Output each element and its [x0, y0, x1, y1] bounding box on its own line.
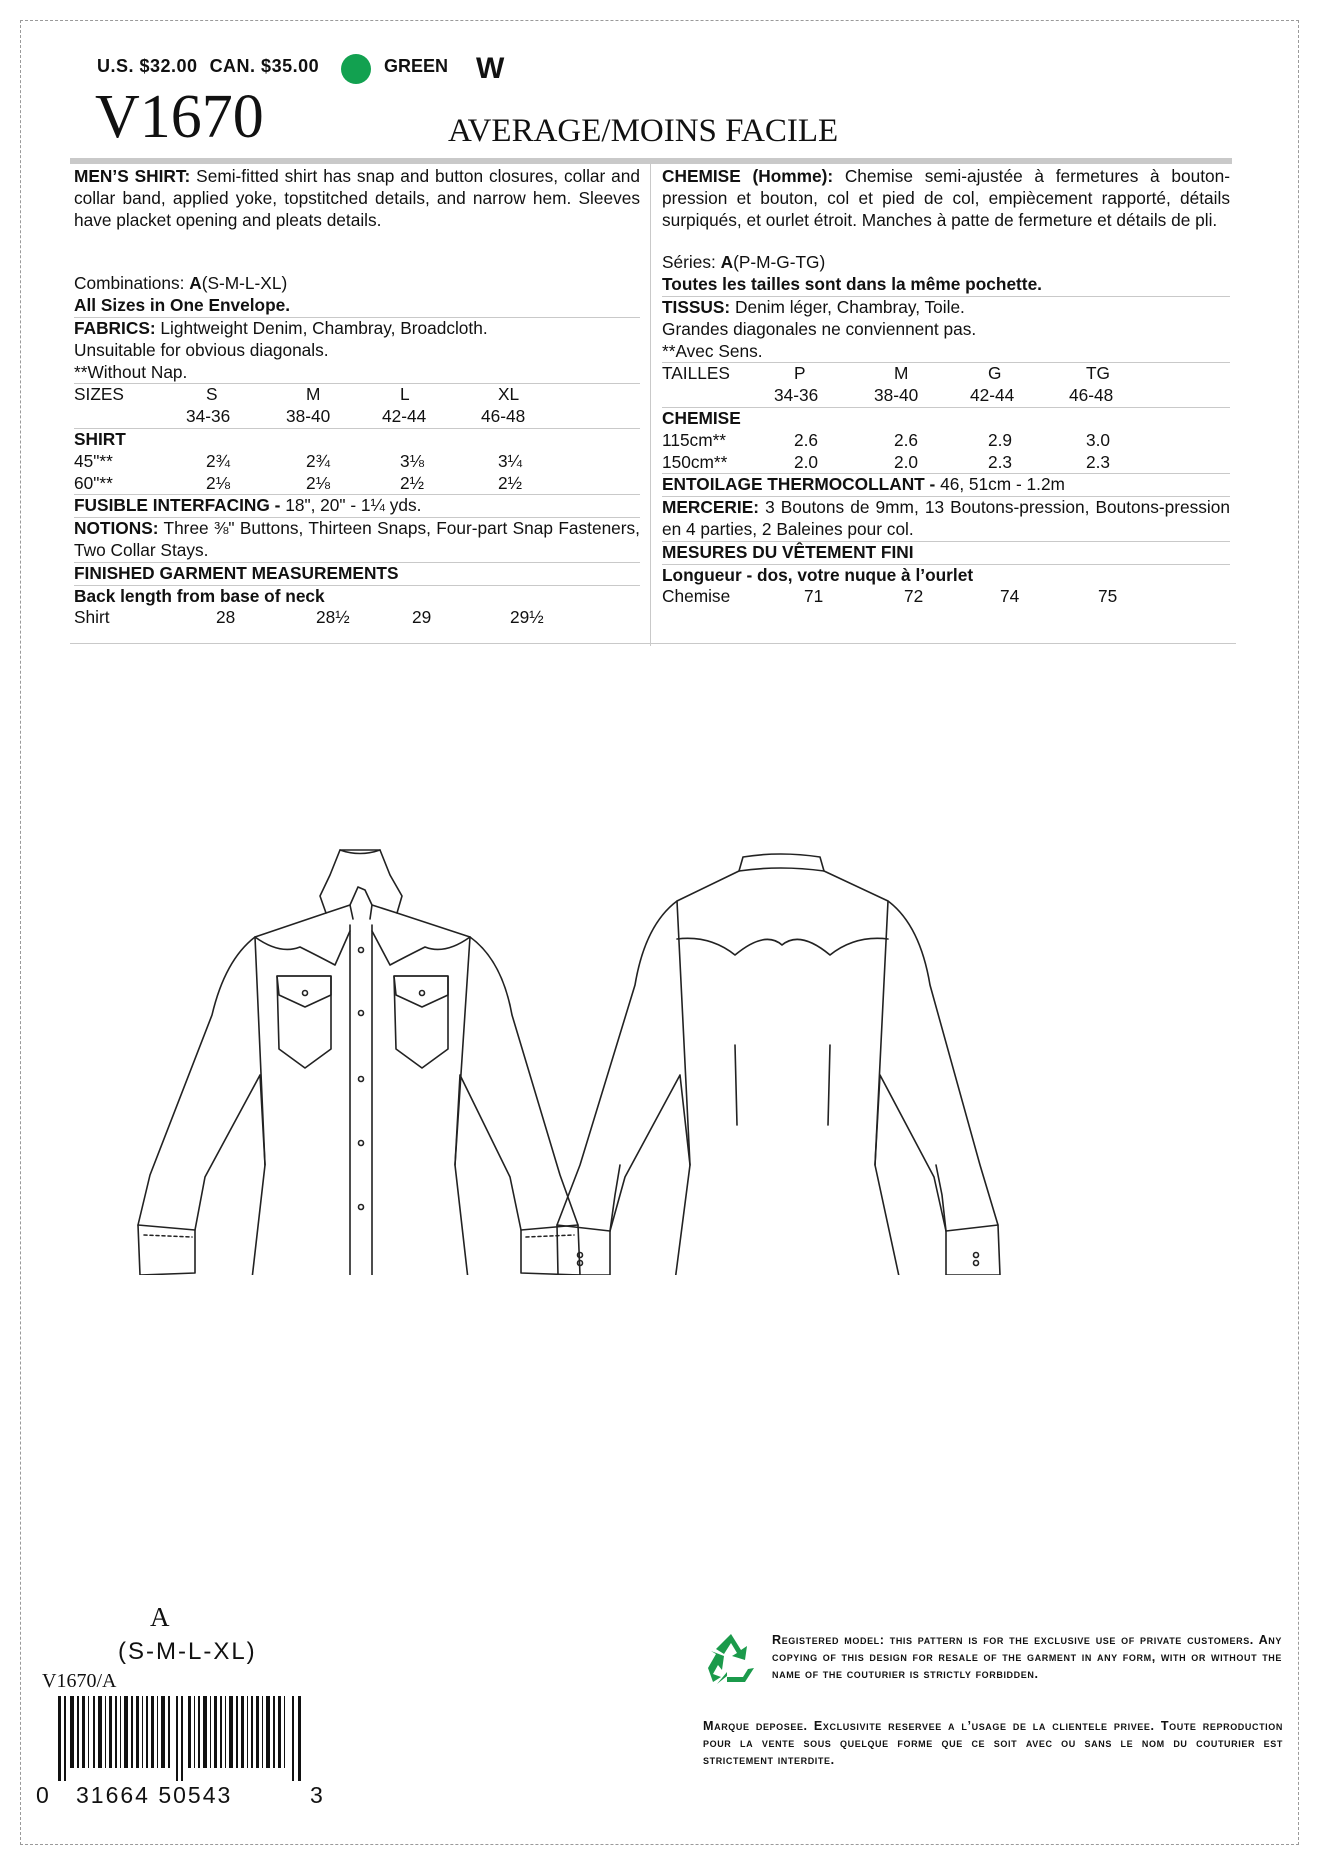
french-fabrics: TISSUS: Denim léger, Chambray, Toile.: [662, 296, 965, 317]
table-bottom-rule: [70, 643, 1236, 644]
french-measure-row: Chemise 71 72 74 75: [662, 586, 1118, 607]
french-back-length-label: Longueur - dos, votre nuque à l’ourlet: [662, 564, 974, 585]
french-size-range-row: 34-36 38-40 42-44 46-48: [662, 385, 1230, 408]
difficulty-label: AVERAGE/MOINS FACILE: [448, 113, 839, 149]
pattern-number: V1670: [95, 83, 264, 151]
legal-notice-french: Marque deposee. Exclusivite reservee a l’usage de la clientele privee. Toute reproduction pour la vente sous quelque forme que ce soit avec ou sans le nom du couturier est strictement interdite.: [703, 1719, 1283, 1767]
english-size-range-row: 34-36 38-40 42-44 46-48: [74, 406, 640, 429]
view-sizes: (S-M-L-XL): [118, 1638, 257, 1665]
shirt-front-view: [138, 850, 580, 1275]
english-yardage-row: 60"** 2⅛ 2⅛ 2½ 2½: [74, 473, 640, 496]
french-description: CHEMISE (Homme): Chemise semi-ajustée à fermetures à bouton-pression et bouton, col et pied de col, empiècement rapporté, détails surpiqués, et ourlet étroit. Manches à patte de fermeture et détails de pli.: [662, 166, 1231, 230]
french-all-sizes: Toutes les tailles sont dans la même pochette.: [662, 274, 1042, 295]
english-description: MEN’S SHIRT: Semi-fitted shirt has snap and button closures, collar and collar band, applied yoke, topstitched details, and narrow hem. Sleeves have placket opening and pleats details.: [74, 166, 640, 230]
header-rule: [70, 158, 1232, 164]
envelope-code: V1670/A: [42, 1670, 117, 1692]
french-interfacing: ENTOILAGE THERMOCOLLANT - 46, 51cm - 1.2m: [662, 474, 1230, 497]
english-garment-label: SHIRT: [74, 428, 126, 449]
french-combinations: Séries: A(P-M-G-TG) Toutes les tailles sont dans la même pochette.: [662, 252, 1230, 297]
barcode-last-digit: 3: [310, 1782, 323, 1808]
category-letter: W: [476, 52, 505, 85]
english-finished-heading: FINISHED GARMENT MEASUREMENTS: [74, 563, 640, 586]
view-letter: A: [150, 1602, 170, 1632]
price-can: CAN. $35.00: [209, 56, 320, 76]
english-measure-row: Shirt 28 28½ 29 29½: [74, 607, 544, 628]
barcode-digits: 31664 50543: [76, 1782, 233, 1808]
english-notions: NOTIONS: Three ⅜" Buttons, Thirteen Snaps, Four-part Snap Fasteners, Two Collar Stays.: [74, 518, 640, 563]
english-column: [74, 166, 640, 629]
english-all-sizes: All Sizes in One Envelope.: [74, 295, 291, 316]
french-finished-heading: MESURES DU VÊTEMENT FINI: [662, 542, 1230, 565]
english-interfacing: FUSIBLE INTERFACING - 18", 20" - 1¼ yds.: [74, 495, 640, 518]
english-combinations: Combinations: A(S-M-L-XL) All Sizes in One Envelope.: [74, 273, 640, 318]
english-yardage-row: 45"** 2¾ 2¾ 3⅛ 3¼: [74, 450, 523, 471]
english-nap-note: **Without Nap.: [74, 362, 640, 385]
color-name: GREEN: [384, 56, 449, 76]
french-notions: MERCERIE: 3 Boutons de 9mm, 13 Boutons-pression, Boutons-pression en 4 parties, 2 Baleines pour col.: [662, 497, 1230, 542]
french-garment-label: CHEMISE: [662, 407, 741, 428]
shirt-technical-drawing: [110, 835, 1270, 1275]
french-nap-note: **Avec Sens.: [662, 341, 1230, 364]
color-dot-icon: [341, 54, 371, 84]
barcode-first-digit: 0: [36, 1782, 49, 1808]
legal-notice-english: Registered model: this pattern is for the exclusive use of private customers. Any copying of this design for resale of the garment in any form, with or without the name of the couturier is strictly forbidden.: [772, 1633, 1282, 1681]
french-column: [662, 166, 1230, 608]
french-yardage-row: 115cm** 2.6 2.6 2.9 3.0: [662, 429, 1111, 450]
english-sizes-row: SIZES S M L XL: [74, 384, 520, 405]
recycle-icon: [703, 1632, 759, 1684]
french-fabrics-note: Grandes diagonales ne conviennent pas.: [662, 318, 977, 339]
column-divider: [650, 164, 651, 646]
english-back-length-label: Back length from base of neck: [74, 585, 325, 606]
shirt-back-view: [557, 854, 1000, 1275]
english-fabrics: FABRICS: Lightweight Denim, Chambray, Broadcloth.: [74, 317, 488, 338]
french-yardage-row: 150cm** 2.0 2.0 2.3 2.3: [662, 452, 1230, 475]
barcode-icon: [58, 1696, 303, 1781]
price-line: [97, 56, 331, 77]
price-us: U.S. $32.00: [97, 56, 198, 76]
french-sizes-row: TAILLES P M G TG: [662, 363, 1110, 384]
english-fabrics-note: Unsuitable for obvious diagonals.: [74, 339, 329, 360]
